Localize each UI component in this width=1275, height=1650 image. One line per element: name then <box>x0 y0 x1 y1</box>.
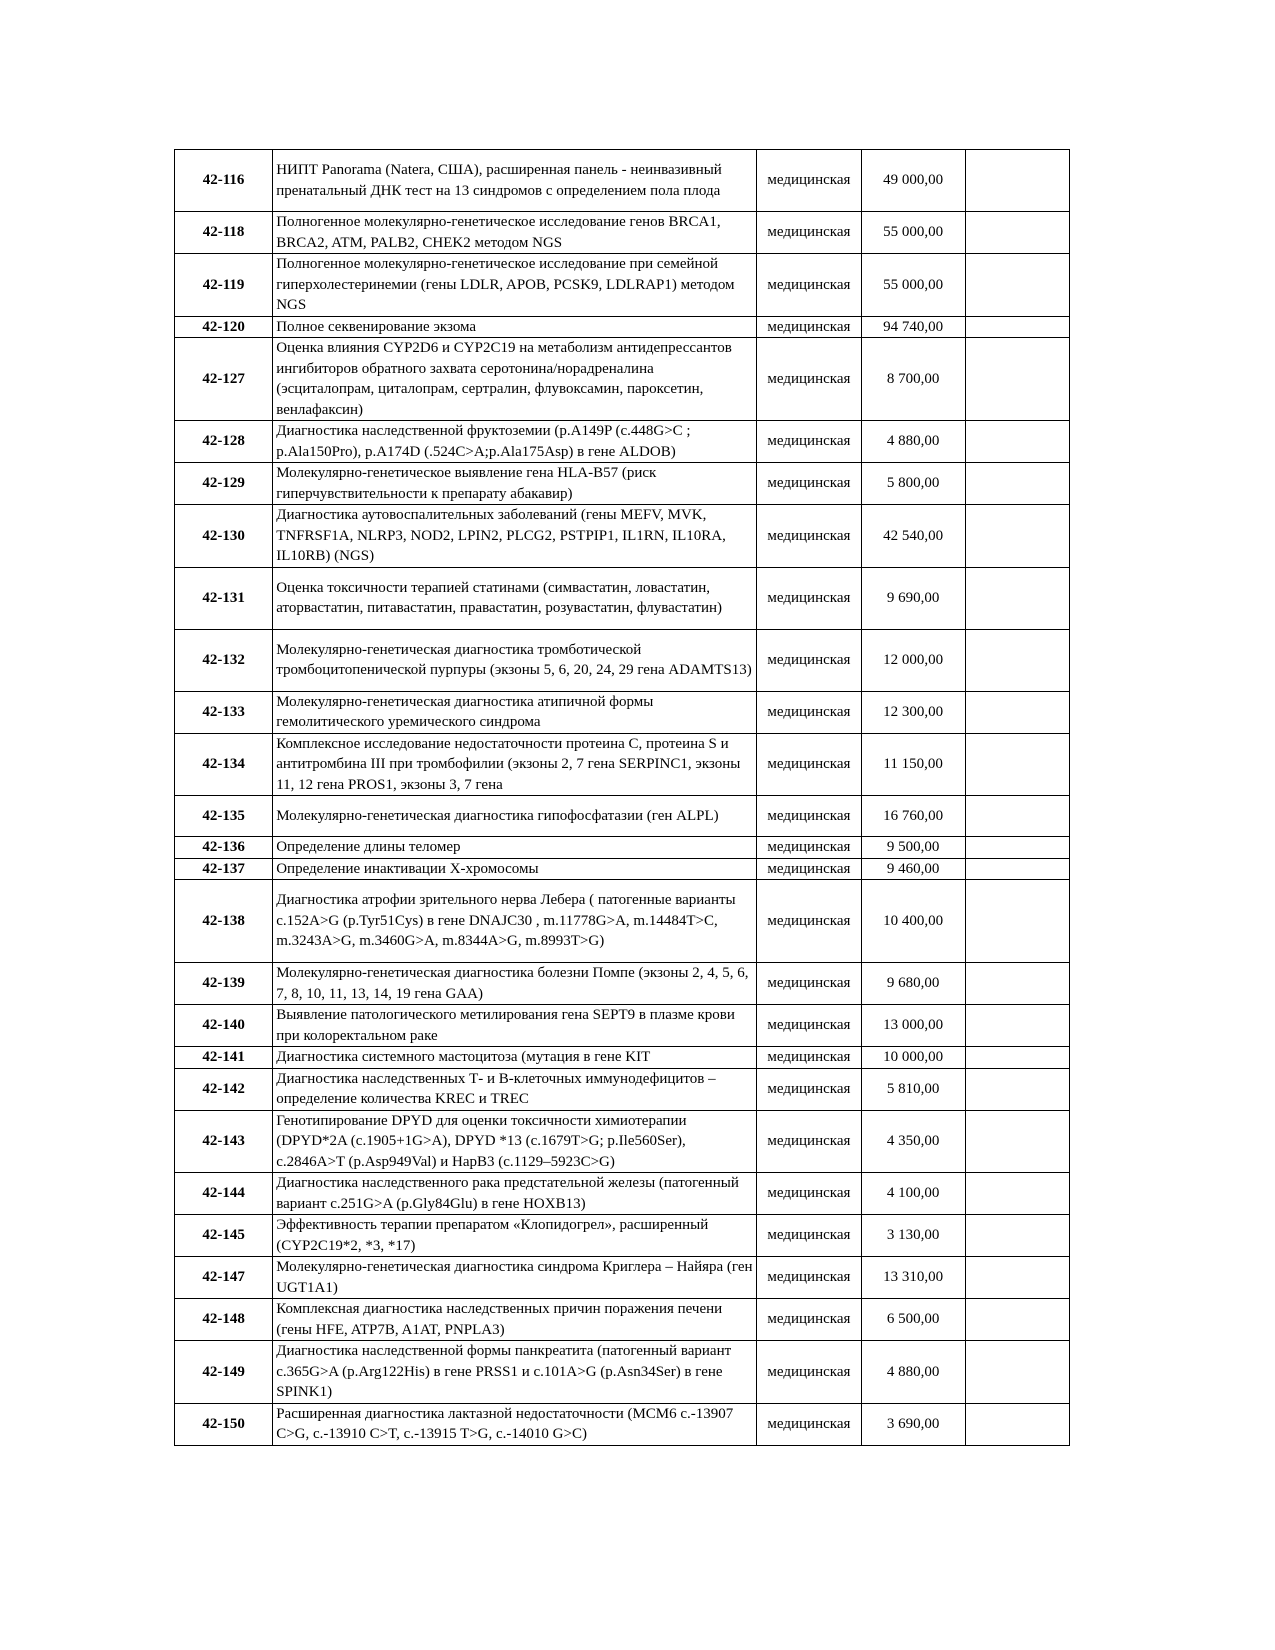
table-row <box>175 254 1070 317</box>
service-code: 42-139 <box>175 963 273 1005</box>
empty-cell <box>965 691 1069 733</box>
service-name: Оценка токсичности терапией статинами (симвастатин, ловастатин, аторвастатин, питавастатин, правастатин, розувастатин, флувастатин) <box>273 567 757 629</box>
service-code: 42-148 <box>175 1299 273 1341</box>
service-code: 42-147 <box>175 1257 273 1299</box>
service-code: 42-141 <box>175 1047 273 1069</box>
service-name: Молекулярно-генетическая диагностика тромботической тромбоцитопенической пурпуры (экзоны 5, 6, 20, 24, 29 гена ADAMTS13) <box>273 629 757 691</box>
empty-cell <box>965 254 1069 317</box>
service-name: Диагностика системного мастоцитоза (мутация в гене KIT <box>273 1047 757 1069</box>
table-row <box>175 463 1070 505</box>
table-row <box>175 1047 1070 1069</box>
service-category: медицинская <box>757 1341 861 1404</box>
service-category: медицинская <box>757 212 861 254</box>
service-price: 3 130,00 <box>861 1215 965 1257</box>
service-category: медицинская <box>757 1068 861 1110</box>
service-name: Полногенное молекулярно-генетическое исследование при семейной гиперхолестеринемии (гены LDLR, APOB, PCSK9, LDLRAP1) методом NGS <box>273 254 757 317</box>
empty-cell <box>965 421 1069 463</box>
service-code: 42-118 <box>175 212 273 254</box>
service-code: 42-132 <box>175 629 273 691</box>
table-row <box>175 629 1070 691</box>
empty-cell <box>965 796 1069 837</box>
service-price: 5 810,00 <box>861 1068 965 1110</box>
table-row <box>175 963 1070 1005</box>
empty-cell <box>965 733 1069 796</box>
table-row <box>175 316 1070 338</box>
empty-cell <box>965 338 1069 421</box>
service-name: НИПТ Panorama (Natera, США), расширенная панель - неинвазивный пренатальный ДНК тест на 13 синдромов с определением пола плода <box>273 150 757 212</box>
service-price: 94 740,00 <box>861 316 965 338</box>
service-category: медицинская <box>757 858 861 880</box>
service-price: 3 690,00 <box>861 1403 965 1445</box>
empty-cell <box>965 1173 1069 1215</box>
table-row <box>175 1257 1070 1299</box>
empty-cell <box>965 150 1069 212</box>
empty-cell <box>965 505 1069 568</box>
price-table-body <box>175 150 1070 1446</box>
empty-cell <box>965 837 1069 859</box>
service-price: 4 880,00 <box>861 1341 965 1404</box>
service-code: 42-143 <box>175 1110 273 1173</box>
service-price: 4 350,00 <box>861 1110 965 1173</box>
service-category: медицинская <box>757 463 861 505</box>
service-name: Определение длины теломер <box>273 837 757 859</box>
table-row <box>175 567 1070 629</box>
empty-cell <box>965 1068 1069 1110</box>
service-code: 42-149 <box>175 1341 273 1404</box>
service-price: 5 800,00 <box>861 463 965 505</box>
service-price: 8 700,00 <box>861 338 965 421</box>
service-name: Комплексное исследование недостаточности протеина С, протеина S и антитромбина III при тромбофилии (экзоны 2, 7 гена SERPINC1, экзоны 11, 12 гена PROS1, экзоны 3, 7 гена <box>273 733 757 796</box>
table-row <box>175 1005 1070 1047</box>
service-category: медицинская <box>757 629 861 691</box>
service-price: 16 760,00 <box>861 796 965 837</box>
table-row <box>175 880 1070 963</box>
service-price: 10 400,00 <box>861 880 965 963</box>
service-price: 55 000,00 <box>861 212 965 254</box>
service-name: Расширенная диагностика лактазной недостаточности (MCM6 c.-13907 C>G, c.-13910 C>T, c.-13915 T>G, c.-14010 G>C) <box>273 1403 757 1445</box>
service-code: 42-116 <box>175 150 273 212</box>
service-category: медицинская <box>757 421 861 463</box>
service-code: 42-130 <box>175 505 273 568</box>
service-name: Диагностика наследственной фруктоземии (p.A149P (c.448G>C ; p.Ala150Pro), p.A174D (.524C>A;p.Ala175Asp) в гене ALDOB) <box>273 421 757 463</box>
service-price: 4 100,00 <box>861 1173 965 1215</box>
table-row <box>175 338 1070 421</box>
service-code: 42-137 <box>175 858 273 880</box>
service-category: медицинская <box>757 1257 861 1299</box>
service-code: 42-119 <box>175 254 273 317</box>
service-code: 42-136 <box>175 837 273 859</box>
table-row <box>175 505 1070 568</box>
service-name: Комплексная диагностика наследственных причин поражения печени (гены HFE, ATP7B, A1AT, PNPLA3) <box>273 1299 757 1341</box>
service-category: медицинская <box>757 254 861 317</box>
service-category: медицинская <box>757 567 861 629</box>
service-category: медицинская <box>757 1403 861 1445</box>
service-category: медицинская <box>757 1299 861 1341</box>
service-category: медицинская <box>757 1110 861 1173</box>
table-row <box>175 837 1070 859</box>
service-category: медицинская <box>757 796 861 837</box>
service-code: 42-144 <box>175 1173 273 1215</box>
service-category: медицинская <box>757 691 861 733</box>
table-row <box>175 1173 1070 1215</box>
service-name: Диагностика наследственных Т- и В-клеточных иммунодефицитов – определение количества KREC и TREC <box>273 1068 757 1110</box>
service-name: Эффективность терапии препаратом «Клопидогрел», расширенный (CYP2C19*2, *3, *17) <box>273 1215 757 1257</box>
service-price: 10 000,00 <box>861 1047 965 1069</box>
empty-cell <box>965 1341 1069 1404</box>
service-price: 9 680,00 <box>861 963 965 1005</box>
service-code: 42-142 <box>175 1068 273 1110</box>
empty-cell <box>965 880 1069 963</box>
service-category: медицинская <box>757 1005 861 1047</box>
service-code: 42-127 <box>175 338 273 421</box>
service-code: 42-150 <box>175 1403 273 1445</box>
service-category: медицинская <box>757 316 861 338</box>
service-name: Полное секвенирование экзома <box>273 316 757 338</box>
service-name: Полногенное молекулярно-генетическое исследование генов BRCA1, BRCA2, ATM, PALB2, CHEK2 методом NGS <box>273 212 757 254</box>
empty-cell <box>965 212 1069 254</box>
service-price: 11 150,00 <box>861 733 965 796</box>
service-code: 42-140 <box>175 1005 273 1047</box>
service-price: 9 460,00 <box>861 858 965 880</box>
service-category: медицинская <box>757 1215 861 1257</box>
service-name: Генотипирование DPYD для оценки токсичности химиотерапии (DPYD*2A (c.1905+1G>A), DPYD *13 (c.1679T>G; p.Ile560Ser), c.2846A>T (p.Asp949Val) и HapB3 (c.1129–5923C>G) <box>273 1110 757 1173</box>
empty-cell <box>965 316 1069 338</box>
service-price: 4 880,00 <box>861 421 965 463</box>
table-row <box>175 1299 1070 1341</box>
service-name: Диагностика атрофии зрительного нерва Лебера ( патогенные варианты c.152A>G (p.Tyr51Cys) в гене DNAJC30 , m.11778G>A, m.14484T>C, m.3243A>G, m.3460G>A, m.8344A>G, m.8993T>G) <box>273 880 757 963</box>
table-row <box>175 150 1070 212</box>
empty-cell <box>965 1005 1069 1047</box>
service-price: 42 540,00 <box>861 505 965 568</box>
service-name: Диагностика наследственного рака предстательной железы (патогенный вариант c.251G>A (p.Gly84Glu) в гене HOXB13) <box>273 1173 757 1215</box>
service-category: медицинская <box>757 880 861 963</box>
service-name: Молекулярно-генетическая диагностика гипофосфатазии (ген ALPL) <box>273 796 757 837</box>
service-name: Оценка влияния CYP2D6 и CYP2C19 на метаболизм антидепрессантов ингибиторов обратного захвата серотонина/норадреналина (эсциталопрам, циталопрам, сертралин, флувоксамин, пароксетин, венлафаксин) <box>273 338 757 421</box>
service-code: 42-135 <box>175 796 273 837</box>
empty-cell <box>965 1299 1069 1341</box>
table-row <box>175 1110 1070 1173</box>
empty-cell <box>965 1110 1069 1173</box>
table-row <box>175 1403 1070 1445</box>
service-category: медицинская <box>757 1047 861 1069</box>
empty-cell <box>965 858 1069 880</box>
table-row <box>175 1341 1070 1404</box>
table-row <box>175 212 1070 254</box>
service-category: медицинская <box>757 505 861 568</box>
table-row <box>175 1068 1070 1110</box>
service-code: 42-129 <box>175 463 273 505</box>
service-code: 42-133 <box>175 691 273 733</box>
service-category: медицинская <box>757 150 861 212</box>
empty-cell <box>965 963 1069 1005</box>
table-row <box>175 733 1070 796</box>
table-row <box>175 691 1070 733</box>
service-name: Диагностика наследственной формы панкреатита (патогенный вариант c.365G>A (p.Arg122His) в гене PRSS1 и c.101A>G (p.Asn34Ser) в гене SPINK1) <box>273 1341 757 1404</box>
empty-cell <box>965 1403 1069 1445</box>
service-price: 6 500,00 <box>861 1299 965 1341</box>
empty-cell <box>965 1047 1069 1069</box>
empty-cell <box>965 463 1069 505</box>
service-code: 42-138 <box>175 880 273 963</box>
service-name: Молекулярно-генетическая диагностика атипичной формы гемолитического уремического синдрома <box>273 691 757 733</box>
service-category: медицинская <box>757 338 861 421</box>
table-row <box>175 1215 1070 1257</box>
empty-cell <box>965 629 1069 691</box>
service-price: 9 500,00 <box>861 837 965 859</box>
service-price: 12 300,00 <box>861 691 965 733</box>
empty-cell <box>965 1215 1069 1257</box>
service-price: 9 690,00 <box>861 567 965 629</box>
service-name: Определение инактивации Х-хромосомы <box>273 858 757 880</box>
service-category: медицинская <box>757 733 861 796</box>
service-name: Молекулярно-генетическая диагностика синдрома Криглера – Найяра (ген UGT1A1) <box>273 1257 757 1299</box>
service-price: 49 000,00 <box>861 150 965 212</box>
service-category: медицинская <box>757 837 861 859</box>
price-table <box>174 149 1070 1446</box>
service-name: Молекулярно-генетическое выявление гена HLA-B57 (риск гиперчувствительности к препарату абакавир) <box>273 463 757 505</box>
service-code: 42-131 <box>175 567 273 629</box>
service-price: 55 000,00 <box>861 254 965 317</box>
service-name: Молекулярно-генетическая диагностика болезни Помпе (экзоны 2, 4, 5, 6, 7, 8, 10, 11, 13, 14, 19 гена GAA) <box>273 963 757 1005</box>
table-row <box>175 796 1070 837</box>
service-code: 42-128 <box>175 421 273 463</box>
empty-cell <box>965 567 1069 629</box>
service-code: 42-145 <box>175 1215 273 1257</box>
empty-cell <box>965 1257 1069 1299</box>
service-category: медицинская <box>757 963 861 1005</box>
service-name: Диагностика аутовоспалительных заболеваний (гены MEFV, MVK, TNFRSF1A, NLRP3, NOD2, LPIN2, PLCG2, PSTPIP1, IL1RN, IL10RA, IL10RB) (NGS) <box>273 505 757 568</box>
service-code: 42-120 <box>175 316 273 338</box>
table-row <box>175 858 1070 880</box>
service-price: 12 000,00 <box>861 629 965 691</box>
service-name: Выявление патологического метилирования гена SEPT9 в плазме крови при колоректальном раке <box>273 1005 757 1047</box>
table-row <box>175 421 1070 463</box>
service-price: 13 000,00 <box>861 1005 965 1047</box>
service-code: 42-134 <box>175 733 273 796</box>
service-price: 13 310,00 <box>861 1257 965 1299</box>
service-category: медицинская <box>757 1173 861 1215</box>
